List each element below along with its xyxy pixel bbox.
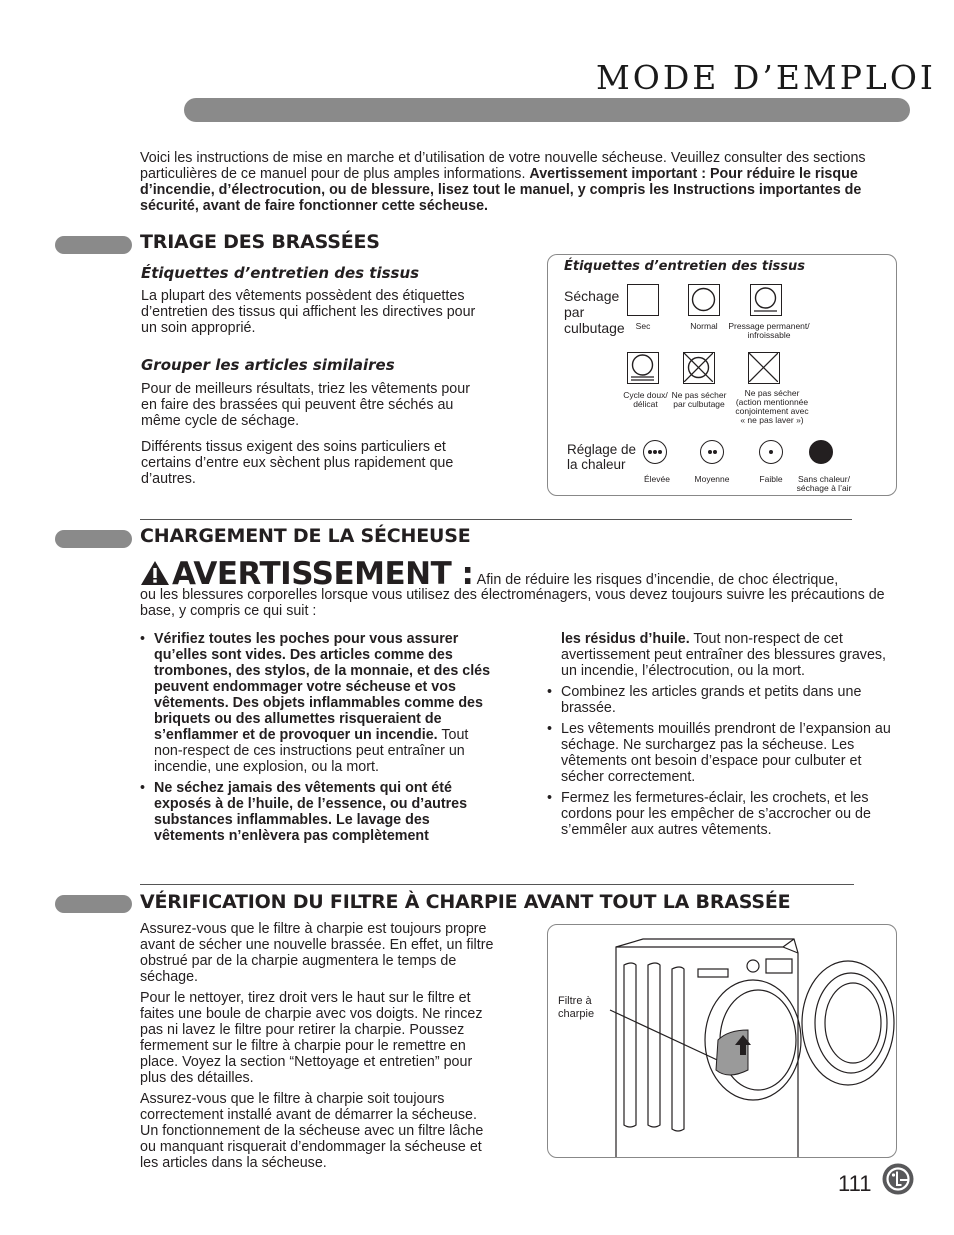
warning-word: AVERTISSEMENT : — [172, 556, 474, 592]
bullet-item: • Fermez les fermetures-éclair, les crochets, et les cordons pour les empêcher de s’accrocher ou de s’emmêler aux autres vêtements. — [547, 790, 902, 838]
heat-low-icon — [759, 440, 783, 464]
title-bar — [184, 98, 910, 122]
divider — [140, 519, 852, 520]
sym-delicate-label: Cycle doux/ délicat — [623, 390, 668, 409]
filter-paragraph-3: Assurez-vous que le filtre à charpie soit toujours correctement installé avant de démarrer la sécheuse. Un fonctionnement de la sécheuse avec un filtre lâche ou manquant risquerait d’endommager la sécheuse et les articles dans la sécheuse. — [140, 1091, 484, 1171]
tumble-dry-permanent-press-icon — [750, 284, 782, 316]
divider — [140, 884, 854, 885]
section-pill — [55, 530, 132, 548]
heat-low-label: Faible — [759, 474, 783, 484]
triage-paragraph-1: La plupart des vêtements possèdent des étiquettes d’entretien des tissus qui affichent les directives pour un soin approprié. — [141, 288, 476, 336]
figure-label-lint-filter: Filtre à charpie — [558, 995, 595, 1020]
heat-medium-label: Moyenne — [694, 474, 730, 484]
lg-logo-icon — [882, 1163, 914, 1195]
intro-paragraph — [140, 150, 890, 214]
heat-high-label: Élevée — [644, 474, 670, 484]
loading-bullets-left — [140, 631, 495, 849]
section-pill — [55, 236, 132, 254]
bullet-item: • Les vêtements mouillés prendront de l’expansion au séchage. Ne surchargez pas la sécheuse. Les vêtements ont besoin d’espace pour culbuter et sécher correctement. — [547, 721, 902, 785]
heat-high-icon — [643, 440, 667, 464]
filter-paragraph-2: Pour le nettoyer, tirez droit vers le haut sur le filtre et faites une boule de charpie avec vos doigts. Ne rincez pas ni lavez le filtre pour retirer la charpie. Poussez fermement sur le filtre à charpie pour le remettre en place. Voyez la section “Nettoyage et entretien” pour plus des détailles. — [140, 990, 483, 1086]
sym-no-tumble-label: Ne pas sécher par culbutage — [671, 390, 727, 409]
warning-triangle-icon — [140, 560, 170, 586]
do-not-tumble-dry-icon — [683, 352, 715, 384]
triage-paragraph-3: Différents tissus exigent des soins particuliers et certains d’entre eux sèchent plus rapidement que d’autres. — [141, 439, 454, 487]
triage-paragraph-2: Pour de meilleurs résultats, triez les vêtements pour en faire des brassées qui peuvent être séchés au même cycle de séchage. — [141, 381, 470, 429]
subtitle-group-items: Grouper les articles similaires — [141, 356, 395, 374]
filter-paragraph-1: Assurez-vous que le filtre à charpie est toujours propre avant de sécher une nouvelle brassée. En effet, un filtre obstrué par de la charpie augmentera le temps de séchage. — [140, 921, 494, 985]
bullet-item: • Combinez les articles grands et petits dans une brassée. — [547, 684, 902, 716]
warning-paragraph: ou les blessures corporelles lorsque vous utilisez des électroménagers, vous devez toujours suivre les précautions de base, y compris ce qui suit : — [140, 587, 885, 619]
loading-bullets-right — [547, 631, 902, 843]
bullet-item: • Ne séchez jamais des vêtements qui ont été exposés à de l’huile, de l’essence, ou d’autres substances inflammables. Le lavage des vêtements n’enlèvera pas complètement — [140, 780, 495, 844]
care-label-panel — [547, 254, 897, 496]
tumble-dry-delicate-icon — [627, 352, 659, 384]
page-number: 111 — [838, 1171, 872, 1196]
heat-label: Réglage de la chaleur — [567, 442, 637, 472]
bullet-item: • Vérifiez toutes les poches pour vous assurer qu’elles sont vides. Des articles comme des trombones, des stylos, de la monnaie, et des clés peuvent endommager votre sécheuse et vos vêtements. Des objets inflammables comme des briquets ou des allumettes risqueraient de s’enflammer et de provoquer un incendie. Tout non-respect de ces instructions peut entraîner un incendie, une explosion, ou la mort. — [140, 631, 495, 775]
dry-square-icon — [627, 284, 659, 316]
heat-medium-icon — [700, 440, 724, 464]
heat-none-icon — [809, 440, 833, 464]
warning-inline-text: Afin de réduire les risques d’incendie, de choc électrique, — [473, 572, 839, 588]
do-not-dry-icon — [748, 352, 780, 384]
intro-bold: Avertissement important : Pour réduire le risque d’incendie, d’électrocution, ou de blessure, lisez tout le manuel, y compris les Instructions importantes de sécurité, avant de faire fonctionner cette sécheuse. — [140, 166, 862, 214]
sym-normal-label: Normal — [690, 321, 718, 331]
bullet-continuation: les résidus d’huile. Tout non-respect de cet avertissement peut entraîner des blessures graves, un incendie, l’électrocution, ou la mort. — [561, 631, 887, 679]
dryer-figure — [547, 924, 897, 1158]
tumble-label: Séchage par culbutage — [564, 288, 625, 336]
sym-sec-label: Sec — [635, 321, 651, 331]
page-title: MODE D’EMPLOI — [596, 58, 936, 97]
tumble-dry-normal-icon — [688, 284, 720, 316]
intro-normal: Voici les instructions de mise en marche et d’utilisation de votre nouvelle sécheuse. Veuillez consulter des sections particulières de ce manuel pour de plus amples informations. — [140, 150, 866, 182]
sym-no-dry-label: Ne pas sécher (action mentionnée conjointement avec « ne pas laver ») — [735, 388, 809, 425]
subtitle-care-labels: Étiquettes d’entretien des tissus — [141, 264, 420, 282]
section-pill — [55, 895, 132, 913]
section-title-triage: TRIAGE DES BRASSÉES — [140, 231, 380, 253]
section-title-loading: CHARGEMENT DE LA SÉCHEUSE — [140, 525, 471, 547]
heat-none-label: Sans chaleur/ séchage à l’air — [796, 474, 852, 493]
sym-perm-label: Pressage permanent/ infroissable — [728, 321, 810, 340]
care-panel-title: Étiquettes d’entretien des tissus — [564, 259, 805, 274]
section-title-filter: VÉRIFICATION DU FILTRE À CHARPIE AVANT TOUT LA BRASSÉE — [140, 891, 791, 913]
dryer-illustration — [548, 925, 897, 1158]
filter-text — [140, 921, 495, 1171]
